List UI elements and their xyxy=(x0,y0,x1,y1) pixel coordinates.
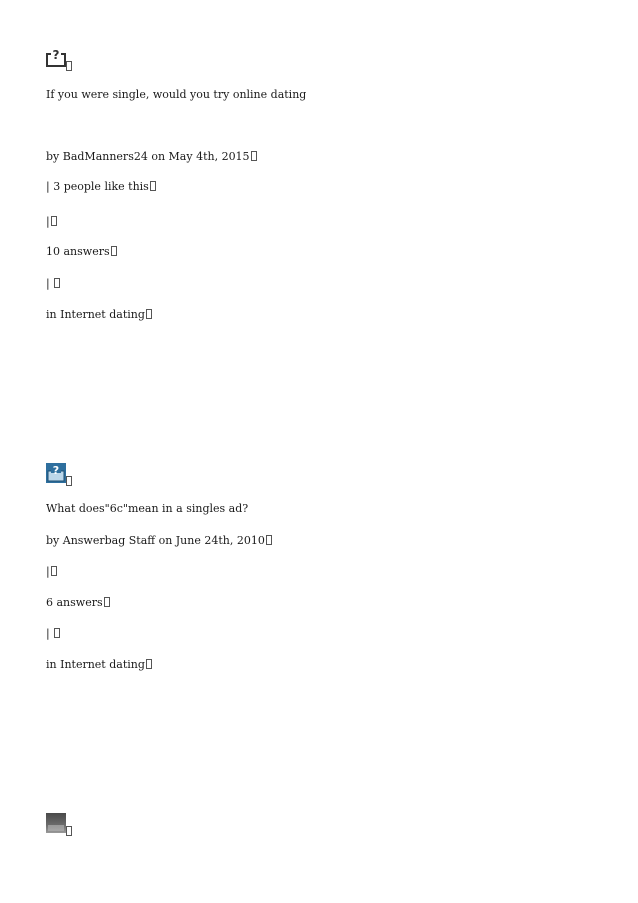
separator xyxy=(46,215,57,229)
separator-text: | xyxy=(46,277,54,290)
question-title[interactable]: What does"6c"mean in a singles ad? xyxy=(46,502,249,515)
missing-glyph-box xyxy=(66,476,72,486)
question-block-blue-icon xyxy=(46,463,66,483)
svg-text:?: ? xyxy=(52,48,60,62)
separator-text: | xyxy=(46,215,50,228)
category-text[interactable]: in Internet dating xyxy=(46,658,145,671)
question-byline xyxy=(46,150,257,164)
question-title[interactable]: If you were single, would you try online dating xyxy=(46,88,307,101)
category-link[interactable] xyxy=(46,658,152,672)
separator xyxy=(46,277,60,291)
separator-text: | xyxy=(46,565,50,578)
category-text[interactable]: in Internet dating xyxy=(46,308,145,321)
separator xyxy=(46,627,60,641)
question-byline xyxy=(46,534,272,548)
answers-count[interactable] xyxy=(46,596,110,610)
missing-glyph-box xyxy=(66,61,72,71)
separator-text: | xyxy=(46,627,54,640)
likes-count xyxy=(46,180,156,194)
answers-text[interactable]: 6 answers xyxy=(46,596,103,609)
missing-glyph-box xyxy=(66,826,72,836)
svg-text:?: ? xyxy=(52,464,60,477)
answers-count[interactable] xyxy=(46,245,117,259)
byline-text: by BadManners24 on May 4th, 2015 xyxy=(46,150,250,163)
separator xyxy=(46,565,57,579)
byline-text: by Answerbag Staff on June 24th, 2010 xyxy=(46,534,265,547)
category-link[interactable] xyxy=(46,308,152,322)
answers-text[interactable]: 10 answers xyxy=(46,245,110,258)
question-block-icon xyxy=(46,48,66,68)
user-photo-thumbnail xyxy=(46,813,66,833)
likes-text: | 3 people like this xyxy=(46,180,149,193)
